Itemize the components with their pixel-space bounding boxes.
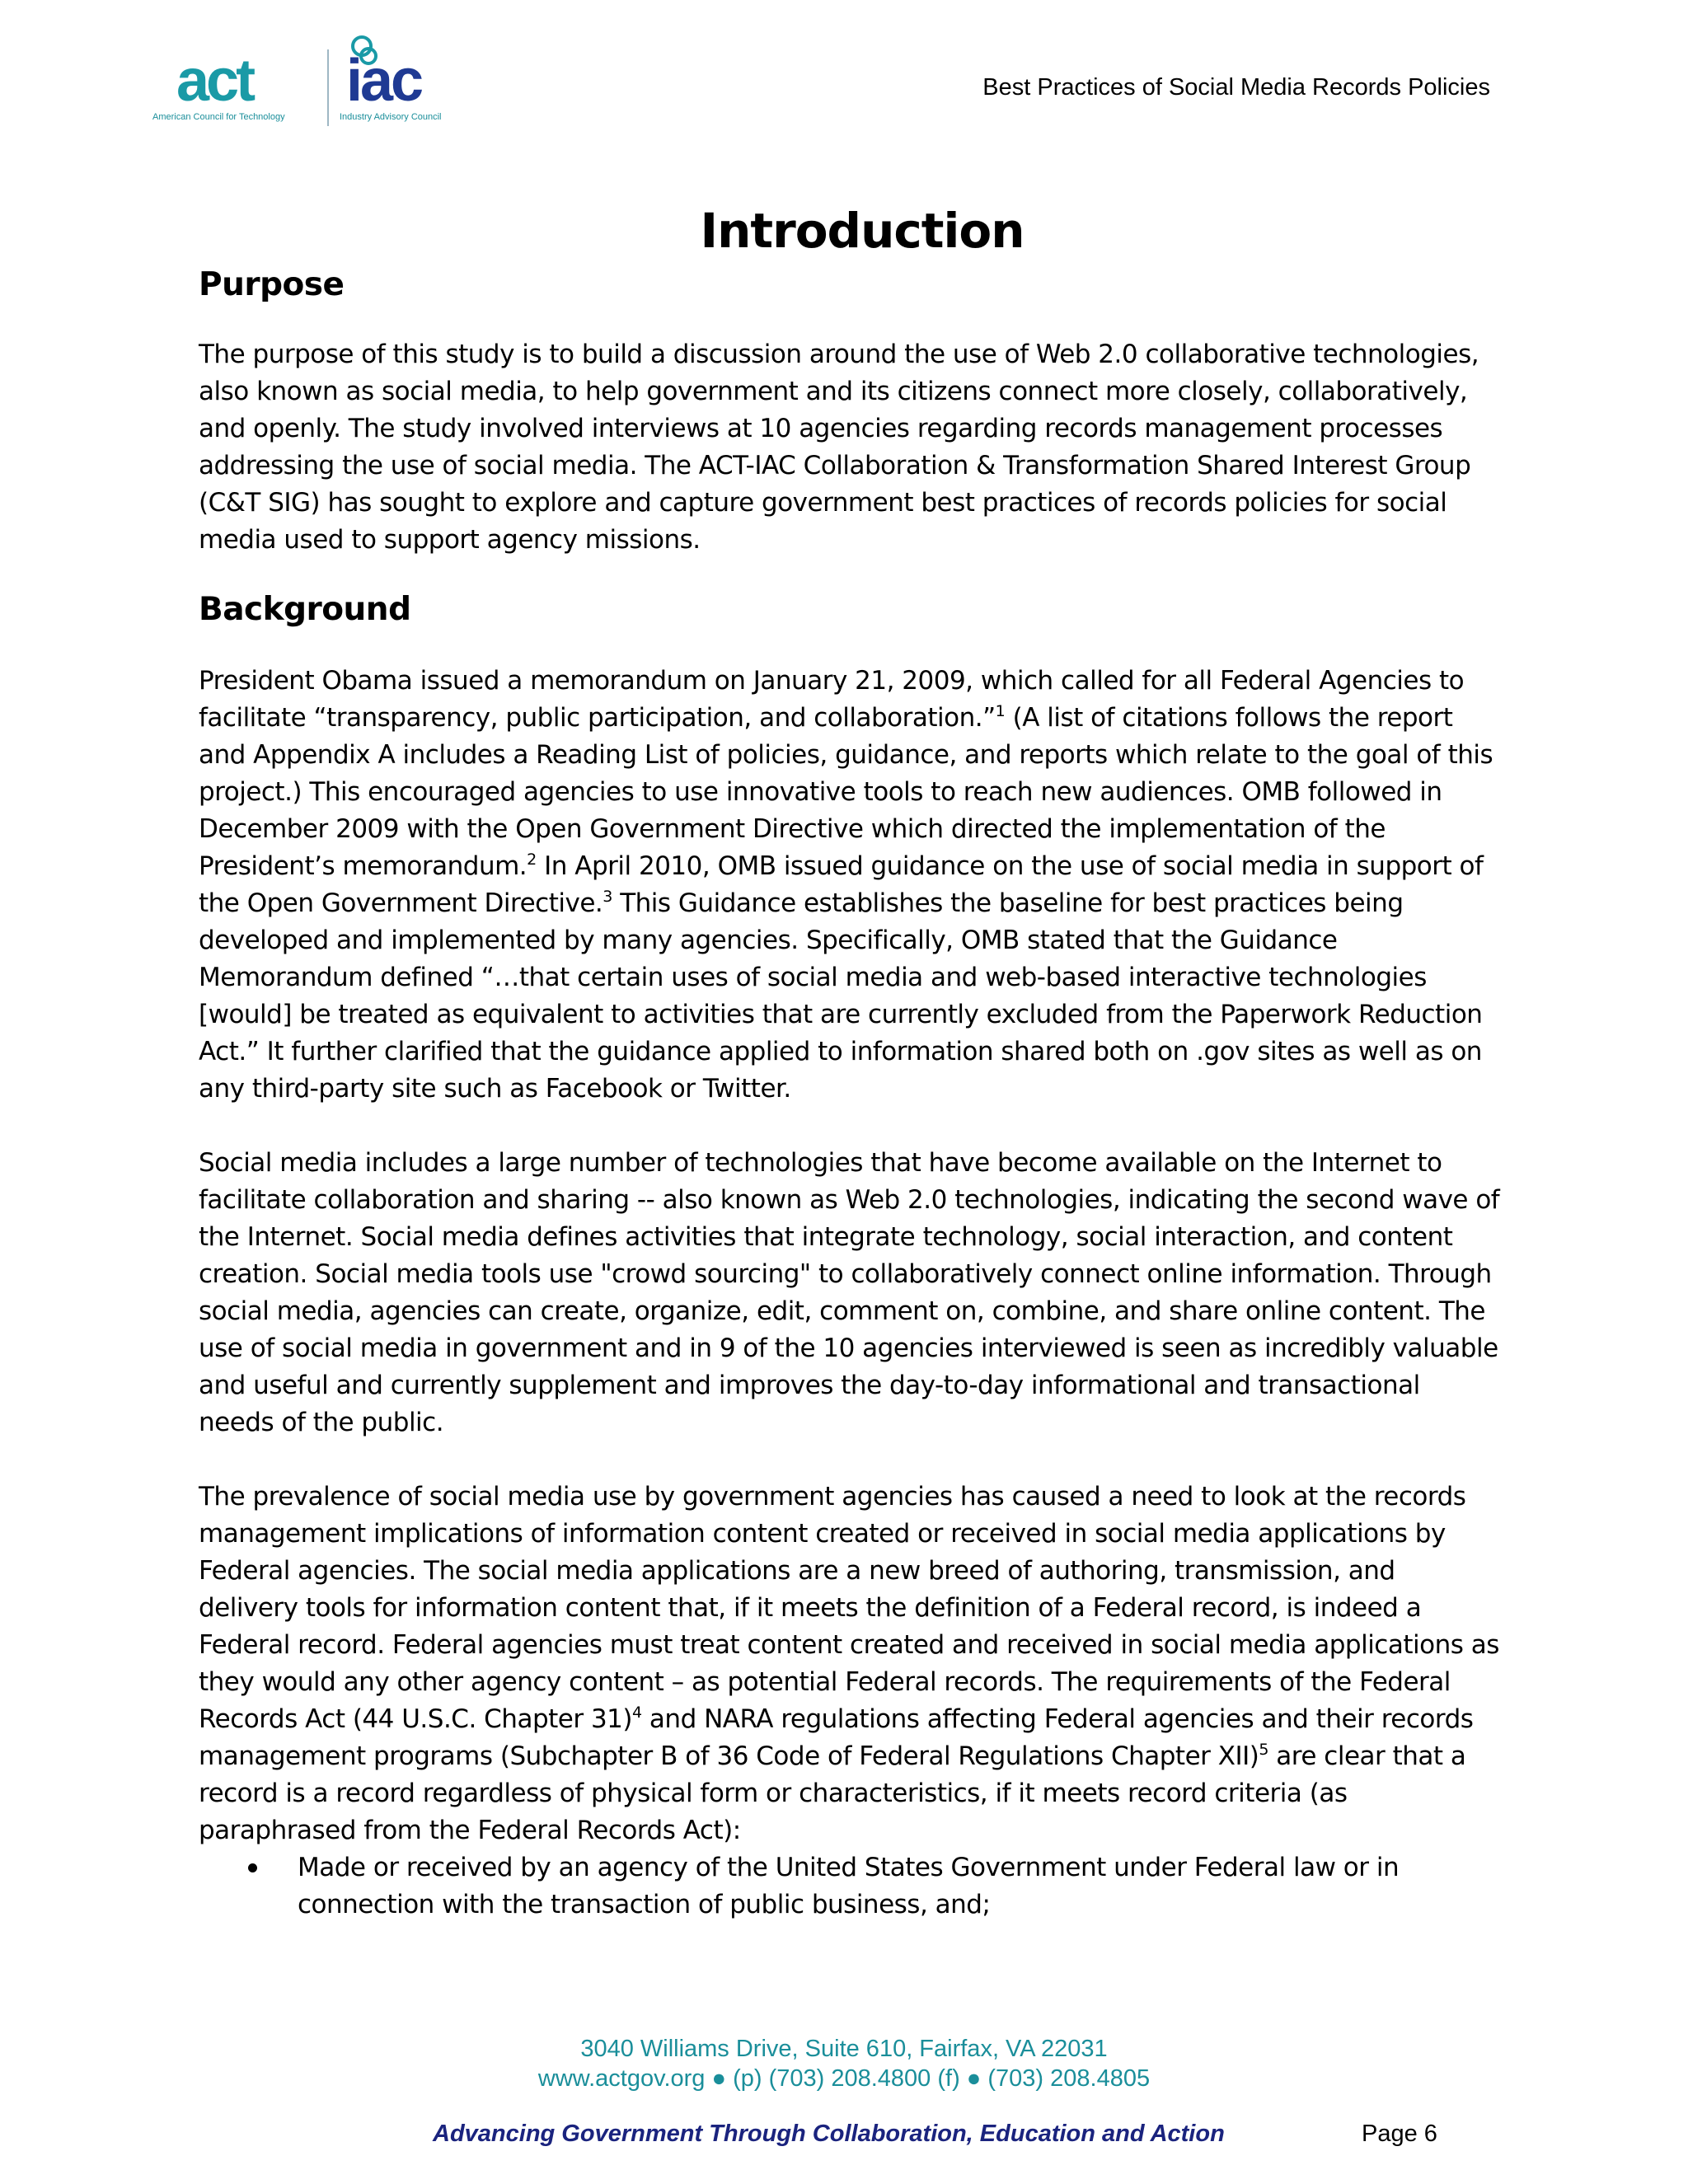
footer-contact-block: [0, 2034, 1688, 2093]
list-item: [199, 1849, 1501, 1924]
purpose-heading: Purpose: [199, 266, 345, 303]
footer-tagline: Advancing Government Through Collaboration, Education and Action: [433, 2121, 1225, 2147]
footer-phone: (p) (703) 208.4800 (f): [733, 2065, 960, 2092]
background-paragraph-2: Social media includes a large number of technologies that have become available on the Internet to facilitate collaboration and sharing -- also known as Web 2.0 technologies, indicating the second wave of the Internet. Social media defines activities that integrate technology, social interaction, and content creation. Social media tools use "crowd sourcing" to collaboratively connect online information. Through social media, agencies can create, organize, edit, comment on, combine, and share online content. The use of social media in government and in 9 of the 10 agencies interviewed is seen as incredibly valuable and useful and currently supplement and improves the day-to-day informational and transactional needs of the public.: [199, 1148, 1500, 1437]
page-title: Introduction: [700, 203, 1025, 259]
document-header-title: Best Practices of Social Media Records Policies: [982, 74, 1490, 101]
paragraph-text: President Obama issued a memorandum on January 21, 2009, which called for all Federal Agencies to facilitate “transparency, public participation, and collaboration.”: [199, 666, 1465, 733]
record-criteria-list: [199, 1849, 1501, 1924]
bullet-separator-icon: ●: [711, 2065, 727, 2092]
paragraph-text: and NARA regulations affecting Federal agencies and their records management programs (Subchapter B of 36 Code of Federal Regulations Chapter XII): [199, 1704, 1474, 1771]
background-paragraph-3: [199, 1479, 1501, 1849]
footer-fax: (703) 208.4805: [987, 2065, 1151, 2092]
background-heading: Background: [199, 591, 411, 628]
bullet-separator-icon: ●: [966, 2065, 982, 2092]
footnote-ref-5[interactable]: 5: [1259, 1741, 1268, 1759]
list-item-text: Made or received by an agency of the United States Government under Federal law or in connection with the transaction of public business, and;: [298, 1853, 1400, 1919]
paragraph-text: are clear that a record is a record regardless of physical form or characteristics, if it meets record criteria (as paraphrased from the Federal Records Act):: [199, 1741, 1466, 1845]
page-number: Page 6: [1362, 2121, 1437, 2147]
footnote-ref-3[interactable]: 3: [603, 888, 612, 906]
footnote-ref-2[interactable]: 2: [527, 851, 537, 869]
footer-website-link[interactable]: www.actgov.org: [537, 2065, 706, 2092]
iac-logo-caption: Industry Advisory Council: [340, 112, 442, 122]
act-logo-caption: American Council for Technology: [152, 112, 285, 122]
purpose-paragraph: The purpose of this study is to build a discussion around the use of Web 2.0 collaborative technologies, also known as social media, to help government and its citizens connect more closely, collaboratively, and openly. The study involved interviews at 10 agencies regarding records management processes addressing the use of social media. The ACT-IAC Collaboration & Transformation Shared Interest Group (C&T SIG) has sought to explore and capture government best practices of records policies for social media used to support agency missions.: [199, 340, 1479, 555]
footnote-ref-4[interactable]: 4: [631, 1704, 642, 1722]
footer-address: 3040 Williams Drive, Suite 610, Fairfax, VA 22031: [580, 2036, 1108, 2062]
paragraph-text: (A list of citations follows the report and Appendix A includes a Reading List of policies, guidance, and reports which relate to the goal of this project.) This encouraged agencies to use innovative tools to reach new audiences. OMB followed in December 2009 with the Open Government Directive which directed the implementation of the President’s memorandum.: [199, 703, 1493, 881]
paragraph-text: This Guidance establishes the baseline for best practices being developed and implemented by many agencies. Specifically, OMB stated that the Guidance Memorandum defined “…that certain uses of social media and web-based interactive technologies [would] be treated as equivalent to activities that are currently excluded from the Paperwork Reduction Act.” It further clarified that the guidance applied to information shared both on .gov sites as well as on any third-party site such as Facebook or Twitter.: [199, 888, 1483, 1104]
page-content: [199, 198, 1501, 1924]
paragraph-text: The prevalence of social media use by government agencies has caused a need to look at the records management implications of information content created or received in social media applications by Federal agencies. The social media applications are a new breed of authoring, transmission, and delivery tools for information content that, if it meets the definition of a Federal record, is indeed a Federal record. Federal agencies must treat content created and received in social media applications as they would any other agency content – as potential Federal records. The requirements of the Federal Records Act (44 U.S.C. Chapter 31): [199, 1482, 1499, 1734]
footnote-ref-1[interactable]: 1: [995, 702, 1006, 720]
background-paragraph-1: [199, 663, 1501, 1108]
paragraph-text: In April 2010, OMB issued guidance on the use of social media in support of the Open Government Directive.: [199, 851, 1484, 918]
bullet-icon: [248, 1863, 257, 1872]
act-iac-logo: [148, 31, 478, 138]
iac-logo-text: iac: [346, 48, 422, 114]
act-logo-text: act: [176, 48, 253, 114]
footer-contacts: [0, 2064, 1688, 2093]
